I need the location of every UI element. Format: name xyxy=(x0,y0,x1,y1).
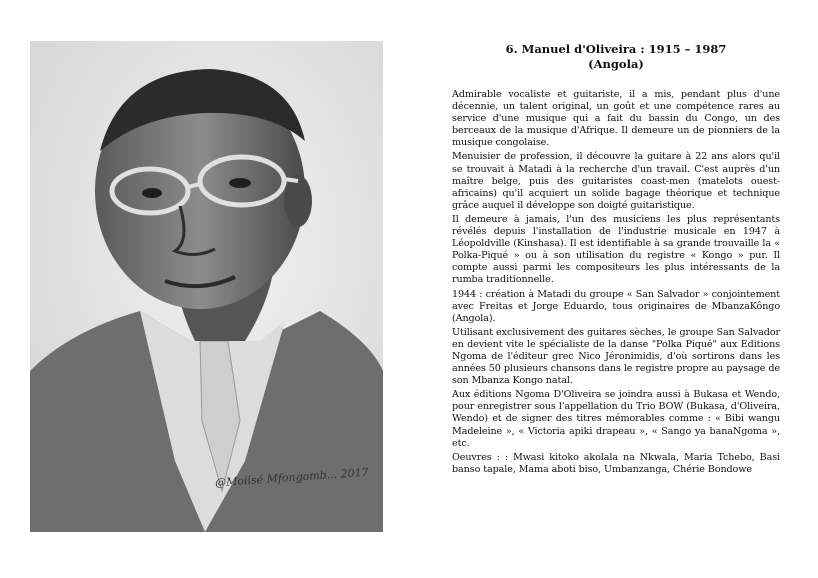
portrait-sketch xyxy=(30,41,383,532)
paragraph-1944: 1944 : création à Matadi du groupe « San Salvador » conjointement avec Freitas et Jorge Eduardo, tous originaires de MbanzaKôngo (Angola). xyxy=(452,288,780,324)
portrait-drawing xyxy=(30,41,383,532)
paragraph-career-start: Menuisier de profession, il découvre la guitare à 22 ans alors qu'il se trouvait à Matadi à la recherche d'un travail. C'est auprès d'un maître belge, puis des guitaristes coast-men (matelots ouest-africains) qu'il acquiert un solide bagage théorique et technique grâce auquel il développe son doigté guitaristique. xyxy=(452,151,780,211)
article-title xyxy=(452,42,780,72)
paragraph-san-salvador: Utilisant exclusivement des guitares sèches, le groupe San Salvador en devient vite le spécialiste de la danse "Polka Piqué" aux Editions Ngoma de l'éditeur grec Nico Jéronimidis, d'où sortirons dans les années 50 plusieurs chansons dans le registre propre au paysage de son Mbanza Kongo natal. xyxy=(452,326,780,387)
paragraph-works: Oeuvres : : Mwasi kitoko akolala na Nkwala, Maria Tchebo, Basi banso tapale, Mama aboti biso, Umbanzanga, Chérie Bondowe xyxy=(452,451,780,475)
paragraph-legacy: Il demeure à jamais, l'un des musiciens les plus représentants révélés depuis l'installation de l'industrie musicale en 1947 à Léopoldville (Kinshasa). Il est identifiable à sa grande trouvaille la « Polka-Piqué » ou à son utilisation du registre « Kongo » pur. Il compte aussi parmi les compositeurs les plus intéressants de la rumba traditionnelle. xyxy=(452,213,780,286)
article-body xyxy=(452,42,780,478)
title-line-country: (Angola) xyxy=(588,57,644,71)
artist-signature: @Moiisé Mfongomb... 2017 xyxy=(214,465,370,490)
paragraph-trio-bow: Aux éditions Ngoma D'Oliveira se joindra aussi à Bukasa et Wendo, pour enregistrer sous l'appellation du Trio BOW (Bukasa, d'Oliveira, Wendo) et de signer des titres mémorables comme : « Bibi wangu Madeleine », « Victoria apiki drapeau », « Sango ya banaNgoma », etc. xyxy=(452,389,780,449)
title-line-name: 6. Manuel d'Oliveira : 1915 – 1987 xyxy=(505,42,727,56)
paragraph-intro: Admirable vocaliste et guitariste, il a mis, pendant plus d'une décennie, un talent original, un goût et une compétence rares au service d'une musique qui a fait du bassin du Congo, un des berceaux de la musique d'Afrique. Il demeure un de pionniers de la musique congolaise. xyxy=(452,89,780,149)
